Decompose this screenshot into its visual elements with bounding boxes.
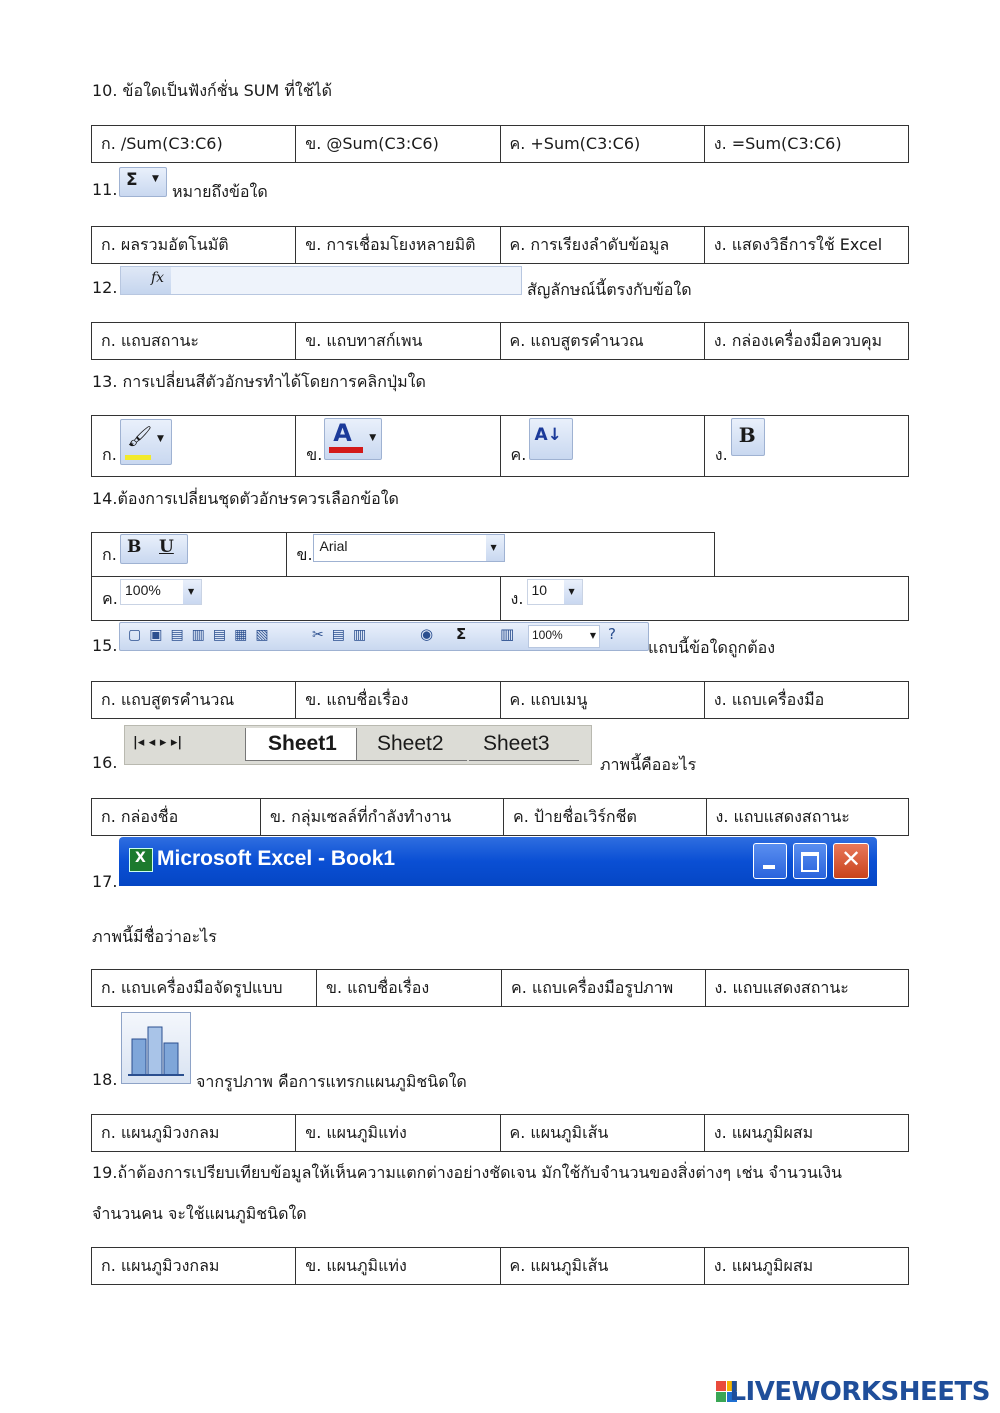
option-a[interactable]: ก. ผลรวมอัตโนมัติ [92, 227, 296, 264]
bold-underline-buttons[interactable] [120, 534, 188, 564]
bold-icon: B [738, 423, 756, 447]
font-size-dropdown[interactable] [527, 579, 583, 605]
options-11 [91, 226, 909, 264]
toolbar-icons: ▢▣▤▥▤▦▧ [128, 627, 277, 643]
underline-icon: U [159, 537, 174, 557]
question-text-line2: จำนวนคน จะใช้แผนภูมิชนิดใด [92, 1204, 307, 1223]
option-a[interactable]: ก. แถบเครื่องมือจัดรูปแบบ [92, 970, 317, 1007]
option-a[interactable]: ก. กล่องชื่อ [92, 799, 261, 836]
tab-sheet1[interactable] [245, 728, 357, 761]
question-text: ต้องการเปลี่ยนชุดตัวอักษรควรเลือกข้อใด [117, 489, 399, 508]
question-text: สัญลักษณ์นี้ตรงกับข้อใด [527, 280, 692, 299]
question-text: จากรูปภาพ คือการแทรกแผนภูมิชนิดใด [196, 1072, 467, 1091]
tab-sheet3[interactable] [469, 728, 579, 761]
font-name-value: Arial [319, 538, 348, 554]
question-17 [92, 872, 117, 891]
question-12 [92, 278, 117, 297]
fill-color-button[interactable] [120, 419, 172, 465]
option-d[interactable] [704, 416, 908, 477]
hyperlink-icon: ◉ [420, 625, 434, 643]
option-a[interactable]: ก. แผนภูมิวงกลม [92, 1115, 296, 1152]
question-number: 15. [92, 636, 118, 655]
font-color-button[interactable] [324, 418, 382, 460]
help-icon: ? [608, 625, 616, 643]
question-11 [92, 180, 117, 199]
question-text: แถบนี้ข้อใดถูกต้อง [648, 638, 776, 657]
font-color-swatch [329, 447, 363, 453]
option-c[interactable]: ค. แผนภูมิเส้น [500, 1248, 704, 1285]
question-text: ภาพนี้มีชื่อว่าอะไร [92, 927, 217, 946]
question-text-line1: ถ้าต้องการเปรียบเทียบข้อมูลให้เห็นความแตกต่างอย่างชัดเจน มักใช้กับจำนวนของสิ่งต่างๆ เช่น จำนวนเงิน [117, 1163, 842, 1182]
option-prefix: ง. [714, 445, 728, 464]
sheet-nav-arrows[interactable]: |◂ ◂ ▸ ▸| [133, 735, 183, 750]
question-number: 10. [92, 81, 118, 100]
option-c[interactable] [92, 577, 501, 621]
bold-button[interactable] [731, 418, 765, 456]
options-10 [91, 125, 909, 163]
question-15 [92, 636, 117, 655]
tab-label: Sheet3 [483, 732, 550, 755]
option-c[interactable]: ค. แผนภูมิเส้น [500, 1115, 704, 1152]
option-d[interactable]: ง. แสดงวิธีการใช้ Excel [704, 227, 908, 264]
question-number: 11. [92, 180, 118, 199]
option-prefix: ง. [510, 589, 524, 608]
close-icon: ✕ [841, 845, 862, 873]
zoom-value: 100% [125, 582, 161, 598]
option-prefix: ข. [306, 445, 323, 464]
window-title: Microsoft Excel - Book1 [157, 847, 396, 870]
option-c[interactable]: ค. ป้ายชื่อเวิร์กชีต [504, 799, 707, 836]
question-number: 18. [92, 1070, 118, 1089]
chart-button[interactable] [121, 1012, 191, 1084]
options-16 [91, 798, 909, 836]
autosum-icon: Σ [456, 625, 467, 643]
options-13 [91, 415, 909, 477]
question-number: 17. [92, 872, 118, 891]
tab-label: Sheet1 [268, 732, 337, 755]
option-prefix: ข. [296, 545, 313, 564]
excel-title-bar [119, 837, 877, 886]
question-number: 12. [92, 278, 118, 297]
question-number: 14. [92, 489, 118, 508]
toolbar-edit-icons: ✂▤▥ [312, 627, 375, 643]
option-a[interactable]: ก. แถบสูตรคำนวณ [92, 682, 296, 719]
question-14 [92, 487, 399, 512]
option-b[interactable]: ข. แถบทาสก์เพน [296, 323, 500, 360]
option-c[interactable]: ค. แถบเครื่องมือรูปภาพ [502, 970, 706, 1007]
option-c[interactable]: ค. แถบสูตรคำนวณ [500, 323, 704, 360]
option-a[interactable]: ก. แผนภูมิวงกลม [92, 1248, 296, 1285]
option-a[interactable] [92, 416, 296, 477]
option-b[interactable] [286, 533, 714, 577]
options-17 [91, 969, 909, 1007]
chevron-down-icon: ▼ [486, 535, 504, 561]
dropdown-arrow-icon: ▼ [157, 434, 164, 444]
standard-toolbar [119, 622, 649, 651]
question-text: ภาพนี้คืออะไร [600, 755, 697, 774]
option-b[interactable]: ข. @Sum(C3:C6) [296, 126, 500, 163]
font-color-icon: A [333, 419, 352, 447]
fill-color-swatch [125, 455, 151, 460]
option-b[interactable]: ข. แถบชื่อเรื่อง [296, 682, 500, 719]
option-prefix: ก. [102, 445, 117, 464]
maximize-button[interactable] [793, 843, 827, 879]
dropdown-arrow-icon: ▼ [369, 433, 377, 443]
option-d[interactable]: ง. กล่องเครื่องมือควบคุม [704, 323, 908, 360]
option-d[interactable]: ง. แผนภูมิผสม [704, 1115, 908, 1152]
chevron-down-icon: ▼ [564, 580, 582, 604]
zoom-dropdown[interactable] [120, 579, 202, 605]
chevron-down-icon: ▼ [183, 580, 201, 604]
autosum-icon [119, 167, 167, 197]
options-14 [91, 532, 909, 621]
option-d[interactable]: ง. =Sum(C3:C6) [704, 126, 908, 163]
question-10 [92, 79, 332, 104]
question-number: 16. [92, 753, 118, 772]
sort-ascending-icon: A↓ [534, 425, 562, 445]
options-15 [91, 681, 909, 719]
sort-ascending-button[interactable] [529, 418, 573, 460]
option-d[interactable]: ง. แผนภูมิผสม [704, 1248, 908, 1285]
question-text: การเปลี่ยนสีตัวอักษรทำได้โดยการคลิกปุ่มใด [122, 372, 426, 391]
minimize-button[interactable] [753, 843, 787, 879]
option-d[interactable]: ง. แถบเครื่องมือ [704, 682, 908, 719]
question-18 [92, 1070, 117, 1089]
option-prefix: ค. [102, 589, 118, 608]
paint-bucket-icon: 🖌 [127, 424, 153, 448]
option-prefix: ค. [510, 445, 527, 464]
option-c[interactable]: ค. การเรียงลำดับข้อมูล [500, 227, 704, 264]
question-number: 19. [92, 1163, 118, 1182]
tab-sheet2[interactable] [357, 728, 467, 761]
option-b[interactable]: ข. กลุ่มเซลล์ที่กำลังทำงาน [261, 799, 504, 836]
option-b[interactable]: ข. แถบชื่อเรื่อง [317, 970, 502, 1007]
option-c[interactable] [500, 416, 704, 477]
option-b[interactable]: ข. แผนภูมิแท่ง [296, 1248, 500, 1285]
option-b[interactable] [296, 416, 500, 477]
bar-chart-icon [122, 1013, 190, 1083]
bold-icon: B [127, 537, 142, 557]
maximize-icon [801, 852, 819, 872]
option-b[interactable]: ข. การเชื่อมโยงหลายมิติ [296, 227, 500, 264]
option-d[interactable]: ง. แถบแสดงสถานะ [706, 799, 909, 836]
question-text: หมายถึงข้อใด [172, 182, 268, 201]
font-size-value: 10 [531, 582, 548, 598]
option-d[interactable]: ง. แถบแสดงสถานะ [705, 970, 909, 1007]
options-12 [91, 322, 909, 360]
option-c[interactable]: ค. แถบเมนู [500, 682, 704, 719]
dropdown-arrow-icon: ▼ [152, 174, 159, 184]
question-13 [92, 370, 426, 395]
question-16 [92, 753, 117, 772]
option-a[interactable]: ก. แถบสถานะ [92, 323, 296, 360]
sigma-glyph: Σ [126, 170, 138, 190]
formula-bar [120, 266, 522, 295]
minimize-icon [763, 865, 775, 869]
option-b[interactable]: ข. แผนภูมิแท่ง [296, 1115, 500, 1152]
question-text: ข้อใดเป็นฟังก์ชั่น SUM ที่ใช้ได้ [122, 81, 332, 100]
tab-label: Sheet2 [377, 732, 444, 755]
question-19 [92, 1161, 842, 1186]
chevron-down-icon: ▼ [589, 631, 596, 640]
fx-icon: fx [151, 270, 165, 286]
option-a[interactable]: ก. /Sum(C3:C6) [92, 126, 296, 163]
option-prefix: ก. [102, 545, 117, 564]
question-number: 13. [92, 372, 118, 391]
zoom-box[interactable] [528, 625, 600, 648]
close-button[interactable] [833, 843, 869, 879]
liveworksheets-brand: LIVEWORKSHEETS [729, 1377, 990, 1407]
options-18 [91, 1114, 909, 1152]
zoom-value: 100% [532, 628, 563, 642]
option-a[interactable] [92, 533, 287, 577]
font-name-dropdown[interactable] [313, 534, 505, 562]
option-d[interactable] [500, 577, 909, 621]
chart-wizard-icon: ▥ [500, 625, 515, 643]
sheet-tab-bar [124, 725, 592, 765]
option-c[interactable]: ค. +Sum(C3:C6) [500, 126, 704, 163]
options-19 [91, 1247, 909, 1285]
excel-app-icon: X [129, 848, 153, 872]
